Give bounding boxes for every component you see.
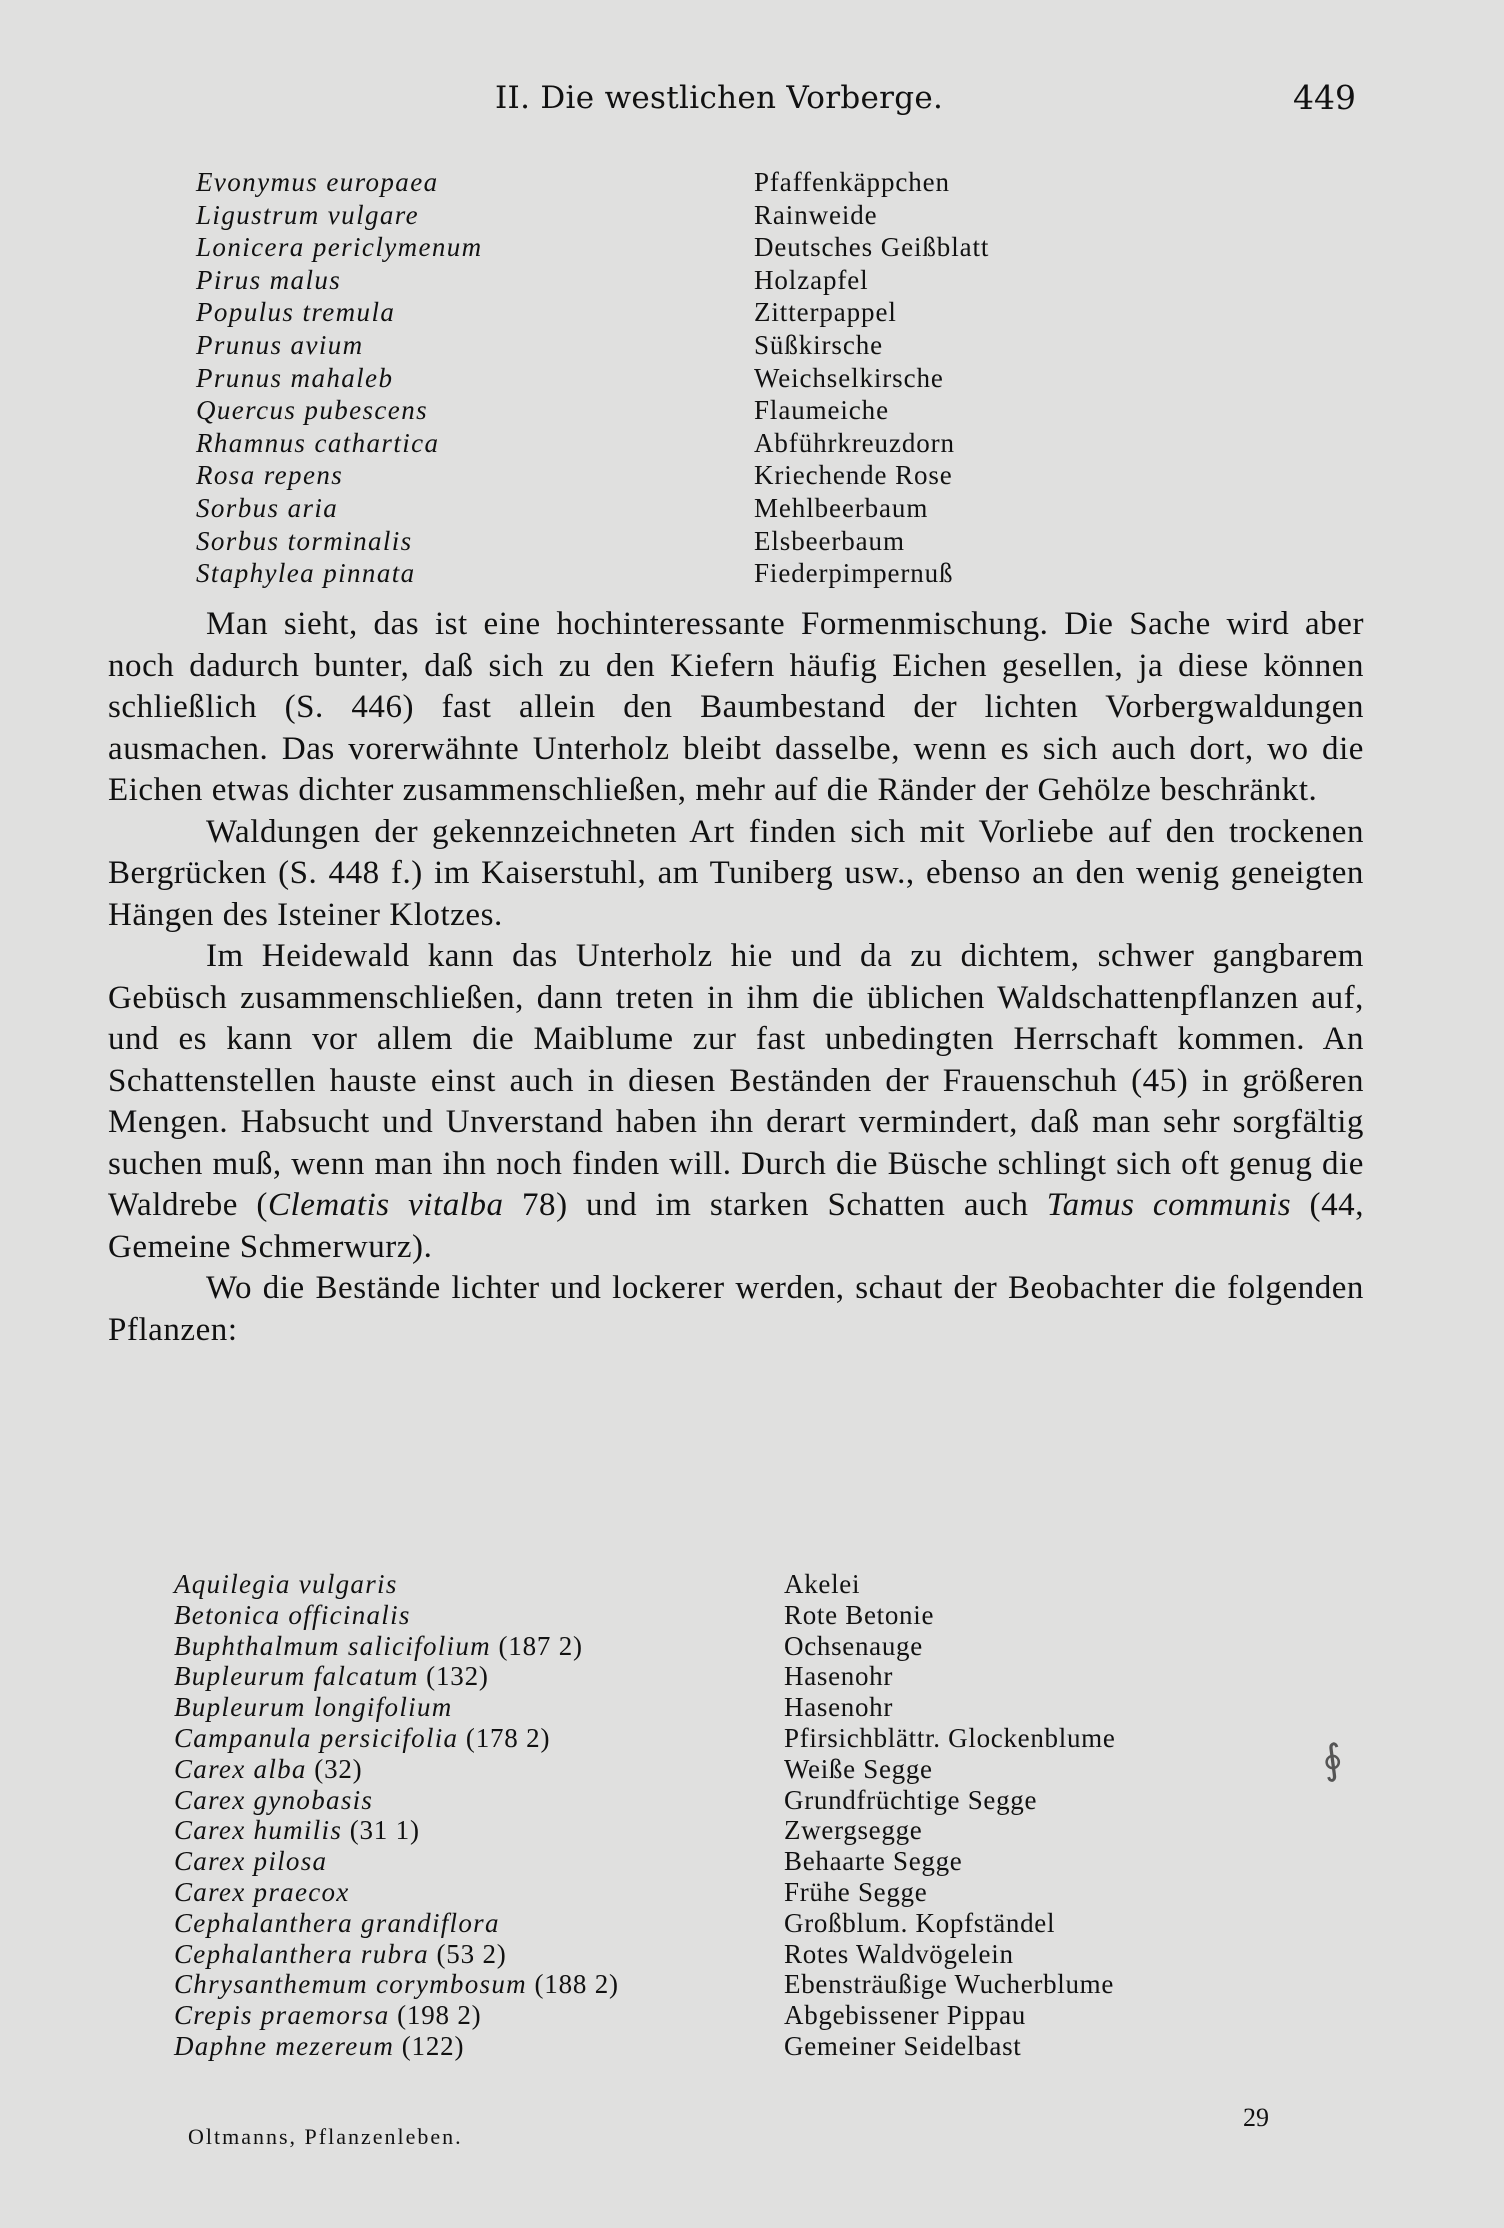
plant-row [174,1815,1374,1846]
plant-row [196,394,1376,427]
german-name: Abführkreuzdorn [754,427,955,458]
paragraph-text: Im Heidewald kann das Unterholz hie und da zu dichtem, schwer gangbarem Gebüsch zusammenschließen, dann treten in ihm die üblichen Waldschattenpflanzen auf, und es kann vor allem die Maiblume zur fast unbedingten Herrschaft kommen. An Schattenstellen hauste einst auch in diesen Beständen der Frauenschuh (45) in größeren Mengen. Habsucht und Unverstand haben ihn derart vermindert, daß man sehr sorgfältig suchen muß, wenn man ihn noch finden will. Durch die Büsche schlingt sich oft genug die Waldrebe ( [108,938,1364,1223]
plant-row [174,1877,1374,1908]
latin-name: Crepis praemorsa [174,2000,390,2031]
plant-row [196,166,1376,199]
latin-name: Rosa repens [196,460,344,491]
german-name: Rote Betonie [784,1599,935,1630]
paragraph: Waldungen der gekennzeichneten Art finden sich mit Vorliebe auf den trockenen Bergrücken (S. 448 f.) im Kaiserstuhl, am Tuniberg usw., ebenso an den wenig geneigten Hängen des Isteiner Klotzes. [108,813,1364,933]
latin-name: Carex humilis [174,1815,343,1846]
latin-name-cell [174,1569,784,1599]
german-name: Flaumeiche [754,395,889,426]
german-name: Gemeiner Seidelbast [784,2030,1022,2061]
german-name: Rotes Waldvögelein [784,1938,1014,1969]
latin-name: Bupleurum falcatum [174,1661,419,1692]
german-name: Zwergsegge [784,1815,923,1846]
plant-row [174,1661,1374,1692]
latin-name: Daphne mezereum [174,2030,395,2061]
plant-row [174,1908,1374,1939]
german-name: Fiederpimpernuß [754,558,954,589]
plant-row [174,1631,1374,1662]
plant-row [174,1939,1374,1970]
latin-name: Sorbus aria [196,492,339,523]
figure-reference: (188 2) [526,1969,619,2000]
german-name: Hasenohr [784,1661,894,1692]
plant-row [196,459,1376,492]
latin-name: Quercus pubescens [196,395,428,426]
german-name: Elsbeerbaum [754,525,905,556]
paragraph: Wo die Bestände lichter und lockerer werden, schaut der Beobachter die folgenden Pflanzen: [108,1270,1364,1348]
latin-name: Lonicera periclymenum [196,232,483,263]
figure-reference: (32) [306,1753,363,1784]
latin-name: Carex alba [174,1753,307,1784]
species-name: Tamus communis [1046,1187,1292,1223]
german-name: Frühe Segge [784,1876,928,1907]
plant-list-shrubs [196,166,1376,590]
german-name: Rainweide [754,199,878,230]
german-name: Grundfrüchtige Segge [784,1784,1038,1815]
plant-row [196,296,1376,329]
latin-name: Bupleurum longifolium [174,1692,453,1723]
german-name: Pfirsichblättr. Glockenblume [784,1722,1116,1753]
latin-name: Prunus avium [196,329,364,360]
latin-name: Betonica officinalis [174,1599,411,1630]
plant-row [174,2000,1374,2031]
german-name: Pfaffenkäppchen [754,167,950,197]
plant-row [174,1692,1374,1723]
plant-row [196,264,1376,297]
latin-name-cell [174,1785,784,1815]
plant-row [174,1969,1374,2000]
body-text [108,604,1364,1351]
plant-row [174,1723,1374,1754]
german-name: Großblum. Kopfständel [784,1907,1056,1938]
figure-reference: (122) [394,2030,465,2061]
german-name: Kriechende Rose [754,460,953,491]
latin-name: Campanula persicifolia [174,1722,459,1753]
page-number: 449 [1293,78,1356,117]
running-header-title: II. Die westlichen Vorberge. [495,80,944,116]
latin-name: Rhamnus cathartica [196,427,440,458]
latin-name-cell [174,1877,784,1907]
latin-name-cell [174,1661,784,1691]
latin-name-cell [174,1908,784,1938]
latin-name-cell [174,2000,784,2030]
paragraph-text: (44, Gemeine Schmerwurz). [108,1187,1364,1265]
latin-name-cell [174,1600,784,1630]
latin-name: Carex gynobasis [174,1784,374,1815]
latin-name: Prunus mahaleb [196,362,394,393]
figure-reference: (53 2) [428,1938,507,1969]
plant-row [196,199,1376,232]
latin-name: Sorbus torminalis [196,525,413,556]
plant-row [174,1846,1374,1877]
german-name: Behaarte Segge [784,1846,963,1877]
german-name: Weichselkirsche [754,362,944,393]
latin-name-cell [174,1969,784,1999]
latin-name: Pirus malus [196,264,342,295]
latin-name: Ligustrum vulgare [196,199,420,230]
german-name: Holzapfel [754,264,869,295]
german-name: Zitterpappel [754,297,897,328]
latin-name: Populus tremula [196,297,396,328]
printer-signature: 29 [1243,2103,1269,2132]
figure-reference: (132) [418,1661,489,1692]
plant-row [174,1754,1374,1785]
latin-name-cell [174,1631,784,1661]
plant-row [174,2031,1374,2062]
latin-name: Chrysanthemum corymbosum [174,1969,527,2000]
latin-name-cell [174,1815,784,1845]
latin-name: Staphylea pinnata [196,558,416,589]
german-name: Hasenohr [784,1692,894,1723]
plant-row [174,1785,1374,1816]
latin-name: Carex praecox [174,1876,350,1907]
german-name: Mehlbeerbaum [754,492,929,523]
latin-name-cell [174,1939,784,1969]
latin-name-cell [174,1846,784,1876]
paragraph-text: 78) und im starken Schatten auch [503,1187,1047,1223]
plant-row [196,557,1376,590]
margin-pencil-mark: ∮ [1318,1735,1347,1785]
latin-name: Buphthalmum salicifolium [174,1630,491,1661]
plant-list-light-forest [174,1569,1374,2062]
plant-row [196,231,1376,264]
german-name: Deutsches Geißblatt [754,232,990,263]
latin-name: Aquilegia vulgaris [174,1569,398,1599]
figure-reference: (198 2) [389,2000,482,2031]
latin-name: Carex pilosa [174,1846,328,1877]
german-name: Süßkirsche [754,329,883,360]
german-name: Akelei [784,1569,861,1599]
footer-author: Oltmanns, Pflanzenleben. [188,2124,463,2149]
latin-name: Cephalanthera grandiflora [174,1907,500,1938]
latin-name-cell [174,2031,784,2061]
latin-name-cell [174,1723,784,1753]
figure-reference: (31 1) [342,1815,420,1846]
plant-row [196,427,1376,460]
figure-reference: (178 2) [458,1722,551,1753]
figure-reference: (187 2) [490,1630,583,1661]
latin-name: Evonymus europaea [196,167,439,197]
paragraph: Man sieht, das ist eine hochinteressante Formenmischung. Die Sache wird aber noch dadurch bunter, daß sich zu den Kiefern häufig Eichen gesellen, ja diese können schließlich (S. 446) fast allein den Baumbestand der lichten Vorbergwaldungen ausmachen. Das vorerwähnte Unterholz bleibt dasselbe, wenn es sich auch dort, wo die Eichen etwas dichter zusammenschließen, mehr auf die Ränder der Gehölze beschränkt. [108,606,1364,808]
german-name: Ochsenauge [784,1630,923,1661]
plant-row [196,329,1376,362]
plant-row [196,492,1376,525]
german-name: Weiße Segge [784,1753,933,1784]
plant-row [196,525,1376,558]
plant-row [174,1600,1374,1631]
species-name: Clematis vitalba [267,1187,504,1223]
german-name: Abgebissener Pippau [784,2000,1027,2031]
latin-name-cell [174,1692,784,1722]
paragraph [108,936,1364,1268]
latin-name: Cephalanthera rubra [174,1938,429,1969]
plant-row [196,362,1376,395]
plant-row [174,1569,1374,1600]
german-name: Ebensträußige Wucherblume [784,1969,1115,2000]
latin-name-cell [174,1754,784,1784]
